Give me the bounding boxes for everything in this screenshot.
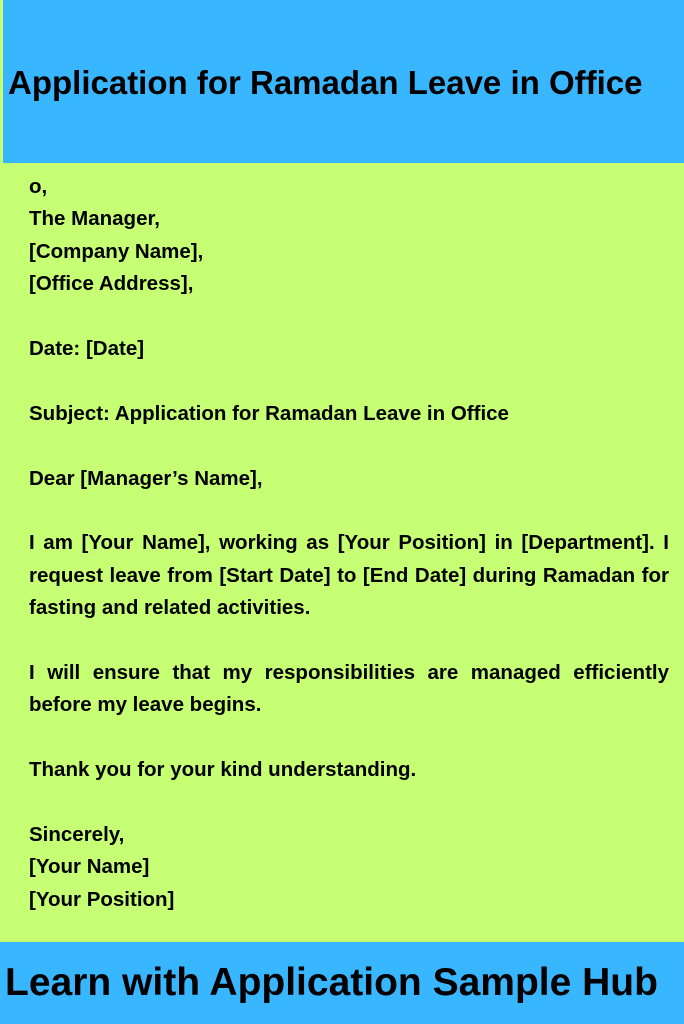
footer-text: Learn with Application Sample Hub (5, 961, 658, 1004)
closing-block (29, 819, 669, 916)
letter-salutation: Dear [Manager’s Name], (29, 466, 263, 490)
recipient-line: o, (29, 175, 48, 198)
closing-line: [Your Name] (29, 855, 150, 879)
recipient-block (29, 171, 669, 301)
closing-line: Sincerely, (29, 823, 125, 847)
letter-paragraph-thanks: Thank you for your kind understanding. (29, 758, 417, 782)
letter-body (29, 171, 669, 949)
footer-banner (0, 942, 684, 1024)
letter-date: Date: [Date] (29, 337, 145, 361)
recipient-line: [Company Name], (29, 239, 204, 263)
header-banner (3, 0, 684, 163)
page-title: Application for Ramadan Leave in Office (8, 64, 643, 101)
letter-subject: Subject: Application for Ramadan Leave in Office (29, 401, 509, 425)
recipient-line: [Office Address], (29, 272, 194, 296)
recipient-line: The Manager, (29, 207, 161, 231)
letter-paragraph-request: I am [Your Name], working as [Your Position] in [Department]. I request leave from [Start Date] to [End Date] during Ramadan for fasting and related activities. (29, 531, 669, 620)
closing-line: [Your Position] (29, 887, 175, 911)
letter-paragraph-responsibilities: I will ensure that my responsibilities are managed efficiently before my leave begins. (29, 661, 669, 717)
